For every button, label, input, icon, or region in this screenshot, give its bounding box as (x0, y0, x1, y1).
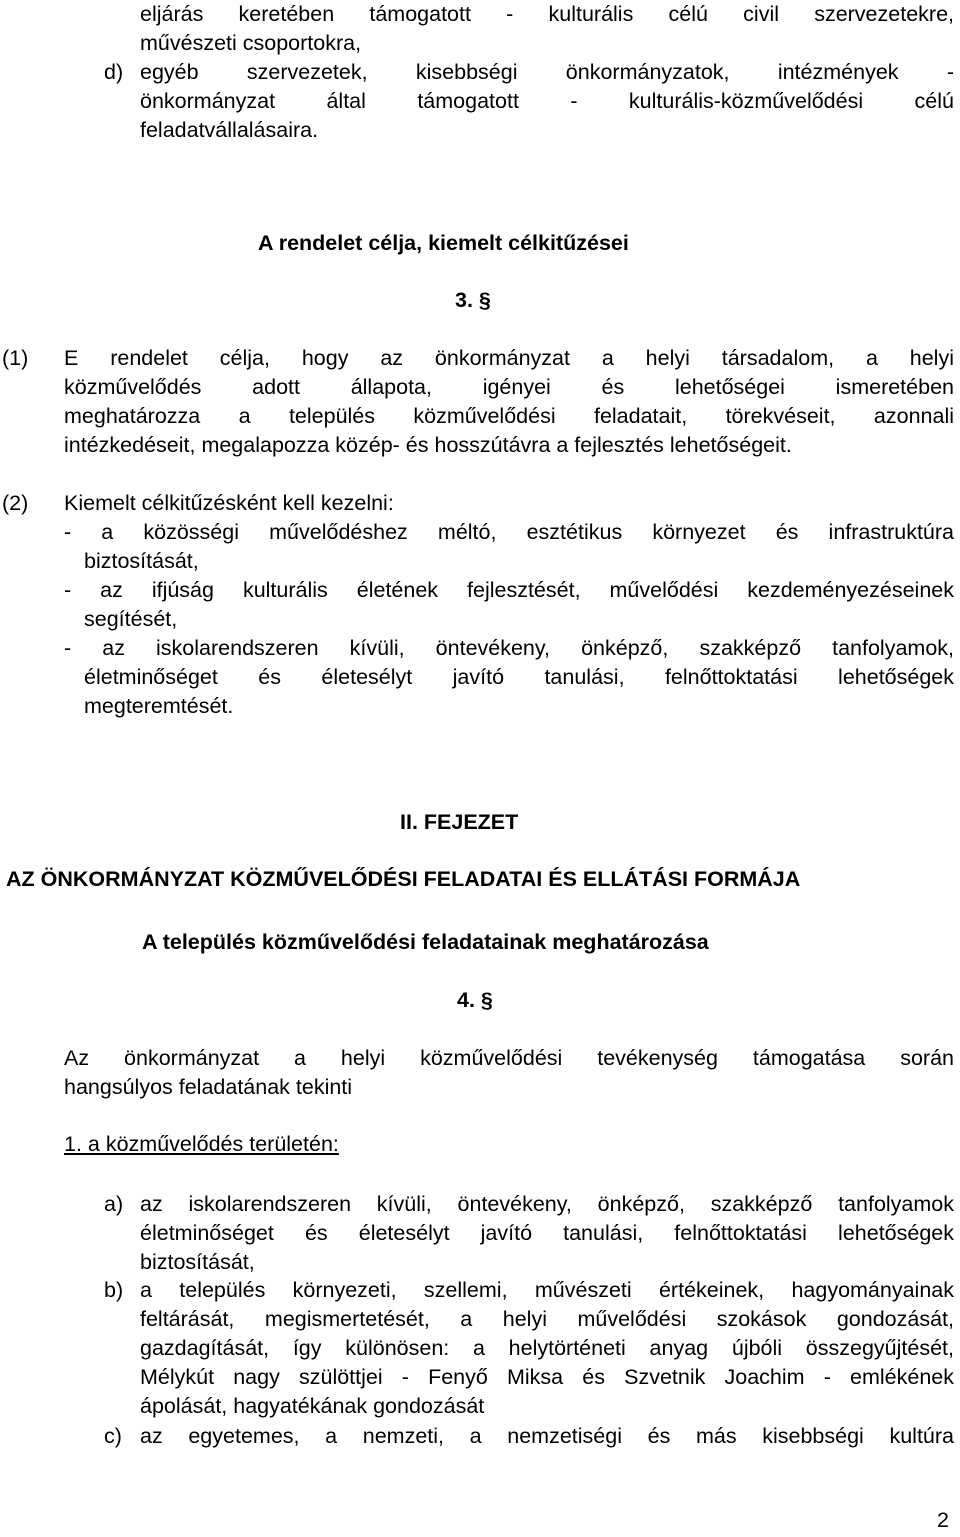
text-line: intézkedéseit, megalapozza közép- és hosszútávra a fejlesztés lehetőségeit. (64, 433, 792, 457)
text-line: egyéb szervezetek, kisebbségi önkormányzatok, intézmények - (140, 60, 954, 84)
chapter-subtitle: AZ ÖNKORMÁNYZAT KÖZMŰVELŐDÉSI FELADATAI ÉS ELLÁTÁSI FORMÁJA (6, 867, 801, 891)
item-d-text (140, 58, 954, 145)
paragraph-marker: (1) (2, 346, 29, 370)
text-line: segítését, (84, 607, 178, 631)
paragraph-number: 4. § (457, 988, 493, 1012)
text-line: önkormányzat által támogatott - kulturális-közművelődési célú (140, 89, 954, 113)
text-line: eljárás keretében támogatott - kulturális célú civil szervezetekre, (140, 2, 954, 26)
text-line: közművelődés adott állapota, igényei és lehetőségei ismeretében (64, 375, 954, 399)
list-marker: b) (104, 1278, 124, 1302)
text-line: - a közösségi művelődéshez méltó, esztétikus környezet és infrastruktúra (64, 520, 954, 544)
chapter-title: II. FEJEZET (400, 810, 519, 834)
text-line: biztosítását, (84, 549, 199, 573)
text-line: gazdagítását, így különösen: a helytörténeti anyag újbóli összegyűjtését, (140, 1336, 954, 1360)
text-line: Kiemelt célkitűzésként kell kezelni: (64, 491, 394, 515)
text-line: - az ifjúság kulturális életének fejlesztését, művelődési kezdeményezéseinek (64, 578, 954, 602)
text-line: biztosítását, (140, 1250, 255, 1274)
list-marker: a) (104, 1192, 124, 1216)
text-line: hangsúlyos feladatának tekinti (64, 1075, 353, 1099)
paragraph-number: 3. § (455, 288, 491, 312)
list-item (140, 1276, 954, 1421)
text-line: ápolását, hagyatékának gondozását (140, 1394, 485, 1418)
text-line: életminőséget és életesélyt javító tanulási, felnőttoktatási lehetőségek (140, 1221, 954, 1245)
text-line: feltárását, megismertetését, a helyi művelődési szokások gondozását, (140, 1307, 954, 1331)
paragraph-marker: (2) (2, 491, 29, 515)
text-line: az egyetemes, a nemzeti, a nemzetiségi és más kisebbségi kultúra (140, 1424, 954, 1448)
text-line: életminőséget és életesélyt javító tanulási, felnőttoktatási lehetőségek (84, 665, 954, 689)
list-item (140, 1422, 954, 1451)
page-number: 2 (937, 1508, 949, 1532)
text-line: a település környezeti, szellemi, művészeti értékeinek, hagyományainak (140, 1278, 954, 1302)
list-item (140, 1190, 954, 1277)
text-line: E rendelet célja, hogy az önkormányzat a helyi társadalom, a helyi (64, 346, 954, 370)
list-marker: c) (104, 1424, 122, 1448)
text-line: megteremtését. (84, 694, 234, 718)
paragraph-1-text (64, 344, 954, 460)
item-d-marker: d) (104, 60, 124, 84)
text-line: az iskolarendszeren kívüli, öntevékeny, önképző, szakképző tanfolyamok (140, 1192, 954, 1216)
text-line: feladatvállalásaira. (140, 118, 319, 142)
section-heading: A rendelet célja, kiemelt célkitűzései (258, 231, 629, 255)
text-line: Az önkormányzat a helyi közművelődési tevékenység támogatása során (64, 1046, 954, 1070)
chapter-intro (64, 1044, 954, 1102)
text-line: művészeti csoportokra, (140, 31, 362, 55)
item-c-continuation (140, 0, 954, 58)
section-heading: A település közművelődési feladatainak meghatározása (142, 930, 709, 954)
text-line: meghatározza a település közművelődési feladatait, törekvéseit, azonnali (64, 404, 954, 428)
text-line: Mélykút nagy szülöttjei - Fenyő Miksa és Szvetnik Joachim - emlékének (140, 1365, 954, 1389)
text-line: - az iskolarendszeren kívüli, öntevékeny, önképző, szakképző tanfolyamok, (64, 636, 954, 660)
paragraph-2-text (64, 489, 954, 721)
subsection-title: 1. a közművelődés területén: (64, 1132, 339, 1156)
